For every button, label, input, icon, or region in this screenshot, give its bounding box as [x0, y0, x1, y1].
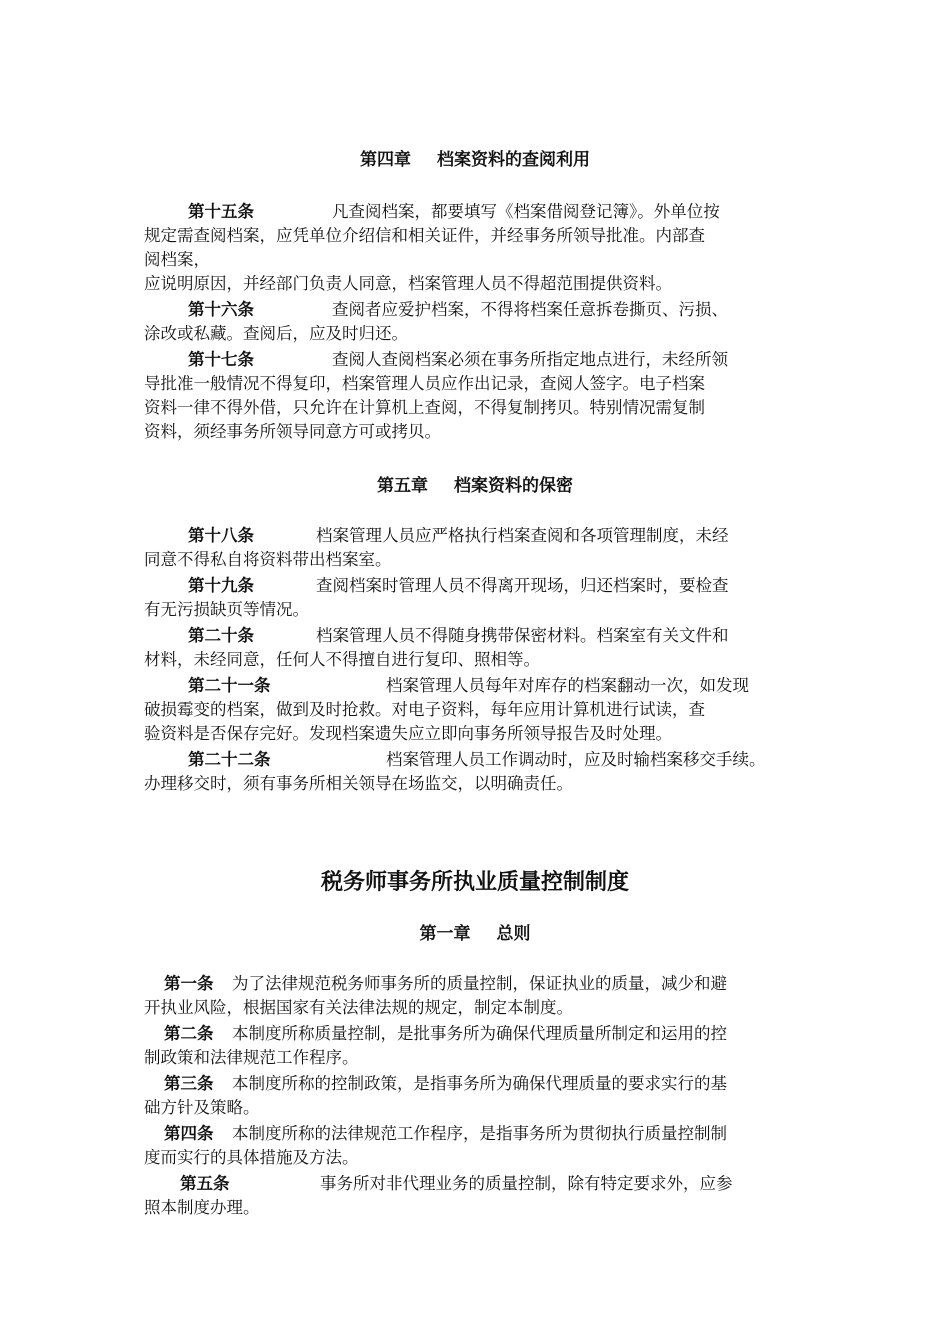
article-1-line-1: 第一条 为了法律规范税务师事务所的质量控制，保证执业的质量，减少和避	[144, 972, 824, 996]
article-15-line-2: 规定需查阅档案，应凭单位介绍信和相关证件，并经事务所领导批准。内部查	[144, 226, 705, 245]
article-3-line-1: 第三条 本制度所称的控制政策，是指事务所为确保代理质量的要求实行的基	[144, 1072, 824, 1096]
article-5-line-2: 照本制度办理。	[144, 1198, 260, 1217]
article-1-line-2: 开执业风险，根据国家有关法律法规的规定，制定本制度。	[144, 998, 573, 1017]
article-15-line-3: 阅档案，	[144, 250, 210, 269]
document-title: 税务师事务所执业质量控制制度	[320, 870, 629, 895]
article-17-line-2: 导批准一般情况不得复印，档案管理人员应作出记录，查阅人签字。电子档案	[144, 374, 705, 393]
chapter-1-title: 总则	[496, 924, 531, 944]
article-22-label: 第二十二条	[188, 750, 271, 769]
article-15-label: 第十五条	[188, 202, 254, 221]
article-1-label: 第一条	[164, 974, 214, 993]
article-17-line-4: 资料，须经事务所领导同意方可或拷贝。	[144, 422, 441, 441]
article-20-label: 第二十条	[188, 626, 254, 645]
article-17-label: 第十七条	[188, 350, 254, 369]
article-21-line-2: 破损霉变的档案，做到及时抢救。对电子资料，每年应用计算机进行试读，查	[144, 700, 705, 719]
article-21-line-1: 第二十一条 档案管理人员每年对库存的档案翻动一次，如发现	[144, 674, 824, 698]
chapter-1-heading	[0, 922, 950, 946]
article-20-line-2: 材料，未经同意，任何人不得擅自进行复印、照相等。	[144, 650, 540, 669]
article-20-line-1: 第二十条 档案管理人员不得随身携带保密材料。档案室有关文件和	[144, 624, 824, 648]
article-16-line-2: 涂改或私藏。查阅后，应及时归还。	[144, 324, 408, 343]
article-18-line-2: 同意不得私自将资料带出档案室。	[144, 550, 392, 569]
article-19-line-2: 有无污损缺页等情况。	[144, 600, 309, 619]
chapter-4-number: 第四章	[360, 150, 411, 170]
article-17-line-1: 第十七条 查阅人查阅档案必须在事务所指定地点进行，未经所领	[144, 348, 824, 372]
article-22-line-2: 办理移交时，须有事务所相关领导在场监交，以明确责任。	[144, 774, 573, 793]
chapter-5-number: 第五章	[377, 476, 428, 496]
chapter-5-heading	[0, 474, 950, 498]
chapter-4-heading	[0, 148, 950, 172]
article-3-line-2: 础方针及策略。	[144, 1098, 260, 1117]
chapter-1-number: 第一章	[419, 924, 471, 944]
article-2-line-2: 制政策和法律规范工作程序。	[144, 1048, 359, 1067]
article-5-line-1: 第五条 事务所对非代理业务的质量控制，除有特定要求外，应参	[144, 1172, 824, 1196]
article-16-label: 第十六条	[188, 300, 254, 319]
article-4-label: 第四条	[164, 1124, 214, 1143]
article-3-label: 第三条	[164, 1074, 214, 1093]
article-17-line-3: 资料一律不得外借，只允许在计算机上查阅，不得复制拷贝。特别情况需复制	[144, 398, 705, 417]
article-5-label: 第五条	[180, 1174, 230, 1193]
article-16-line-1: 第十六条 查阅者应爱护档案，不得将档案任意拆卷撕页、污损、	[144, 298, 824, 322]
article-21-line-3: 验资料是否保存完好。发现档案遗失应立即向事务所领导报告及时处理。	[144, 724, 672, 743]
article-15-line-1: 第十五条 凡查阅档案，都要填写《档案借阅登记簿》。外单位按	[144, 200, 824, 224]
article-19-label: 第十九条	[188, 576, 254, 595]
article-22-line-1: 第二十二条 档案管理人员工作调动时，应及时输档案移交手续。	[144, 748, 824, 772]
article-19-line-1: 第十九条 查阅档案时管理人员不得离开现场，归还档案时，要检查	[144, 574, 824, 598]
article-15-line-4: 应说明原因，并经部门负责人同意，档案管理人员不得超范围提供资料。	[144, 274, 672, 293]
article-4-line-1: 第四条 本制度所称的法律规范工作程序，是指事务所为贯彻执行质量控制制	[144, 1122, 824, 1146]
chapter-5-title: 档案资料的保密	[454, 476, 573, 496]
article-2-line-1: 第二条 本制度所称质量控制，是批事务所为确保代理质量所制定和运用的控	[144, 1022, 824, 1046]
chapter-4-title: 档案资料的查阅利用	[437, 150, 590, 170]
article-21-label: 第二十一条	[188, 676, 271, 695]
article-2-label: 第二条	[164, 1024, 214, 1043]
article-18-line-1: 第十八条 档案管理人员应严格执行档案查阅和各项管理制度，未经	[144, 524, 824, 548]
article-18-label: 第十八条	[188, 526, 254, 545]
article-4-line-2: 度而实行的具体措施及方法。	[144, 1148, 359, 1167]
